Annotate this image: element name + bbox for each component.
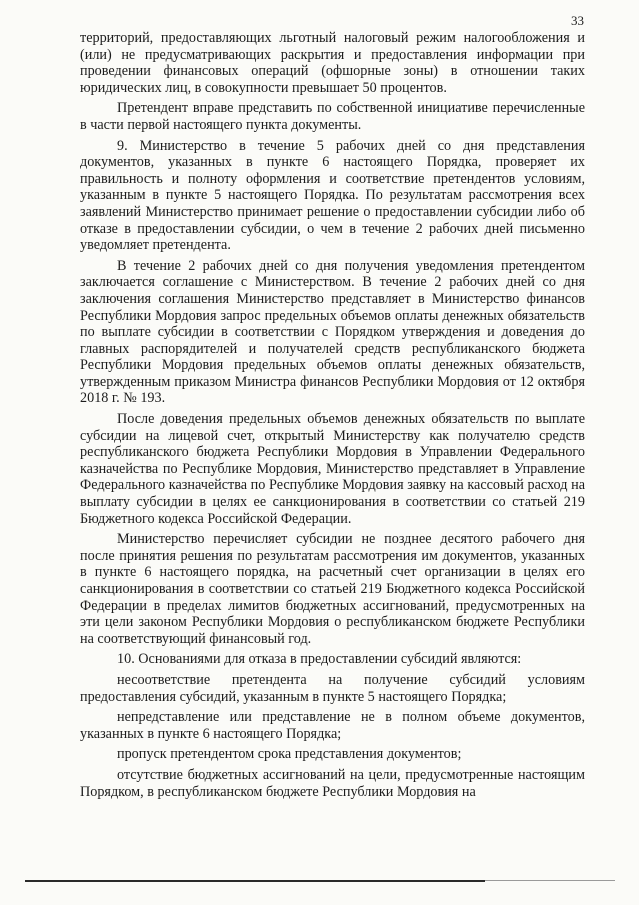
document-body xyxy=(80,30,585,804)
paragraph: непредставление или представление не в полном объеме документов, указанных в пункте 6 настоящего Порядка; xyxy=(80,709,585,742)
page-number: 33 xyxy=(571,13,584,28)
paragraph: 10. Основаниями для отказа в предоставлении субсидий являются: xyxy=(117,651,522,668)
paragraph: отсутствие бюджетных ассигнований на цели, предусмотренные настоящим Порядком, в республиканском бюджете Республики Мордовия на xyxy=(80,766,585,800)
paragraph: пропуск претендентом срока представления документов; xyxy=(117,746,462,763)
paragraph: После доведения предельных объемов денежных обязательств по выплате субсидии на лицевой счет, открытый Министерству как получателю средств республиканского бюджета Республики Мордовия в Управлении Федерального казначейства по Республике Мордовия, Министерство представляет в Управление Федерального казначейства по Республике Мордовия заявку на кассовый расход на выплату субсидии в целях ее санкционирования в соответствии со статьей 219 Бюджетного кодекса Российской Федерации. xyxy=(80,411,585,527)
scan-edge-line xyxy=(25,880,485,882)
paragraph: Министерство перечисляет субсидии не позднее десятого рабочего дня после принятия решения по результатам рассмотрения им документов, указанных в пункте 6 настоящего порядка, на расчетный счет организации в целях его санкционирования в соответствии со статьей 219 Бюджетного кодекса Российской Федерации в пределах лимитов бюджетных ассигнований, предусмотренных на эти цели законом Республики Мордовия о республиканском бюджете Республики на соответствующий финансовый год. xyxy=(80,531,585,647)
paragraph: несоответствие претендента на получение субсидий условиям предоставления субсидий, указанным в пункте 5 настоящего Порядка; xyxy=(80,671,585,705)
paragraph: 9. Министерство в течение 5 рабочих дней со дня представления документов, указанных в пункте 6 настоящего Порядка, проверяет их правильность и полноту оформления и соответствие претендентов условиям, указанным в пункте 5 настоящего Порядка. По результатам рассмотрения всех заявлений Министерство принимает решение о предоставлении субсидии либо об отказе в предоставлении субсидии, о чем в течение 2 рабочих дней письменно уведомляет претендента. xyxy=(80,137,585,254)
paragraph: территорий, предоставляющих льготный налоговый режим налогообложения и (или) не предусматривающих раскрытия и предоставления информации при проведении финансовых операций (офшорные зоны) в отношении таких юридических лиц, в совокупности превышает 50 процентов. xyxy=(80,30,585,96)
scan-edge-line-faint xyxy=(485,880,615,881)
paragraph: Претендент вправе представить по собственной инициативе перечисленные в части первой настоящего пункта документы. xyxy=(80,100,585,133)
paragraph: В течение 2 рабочих дней со дня получения уведомления претендентом заключается соглашение с Министерством. В течение 2 рабочих дней со дня заключения соглашения Министерство представляет в Министерство финансов Республики Мордовия запрос предельных объемов оплаты денежных обязательств по выплате субсидии в соответствии с Порядком утверждения и доведения до главных распорядителей и получателей средств республиканского бюджета Республики Мордовия предельных объемов оплаты денежных обязательств, утвержденным приказом Министра финансов Республики Мордовия от 12 октября 2018 г. № 193. xyxy=(80,257,585,407)
